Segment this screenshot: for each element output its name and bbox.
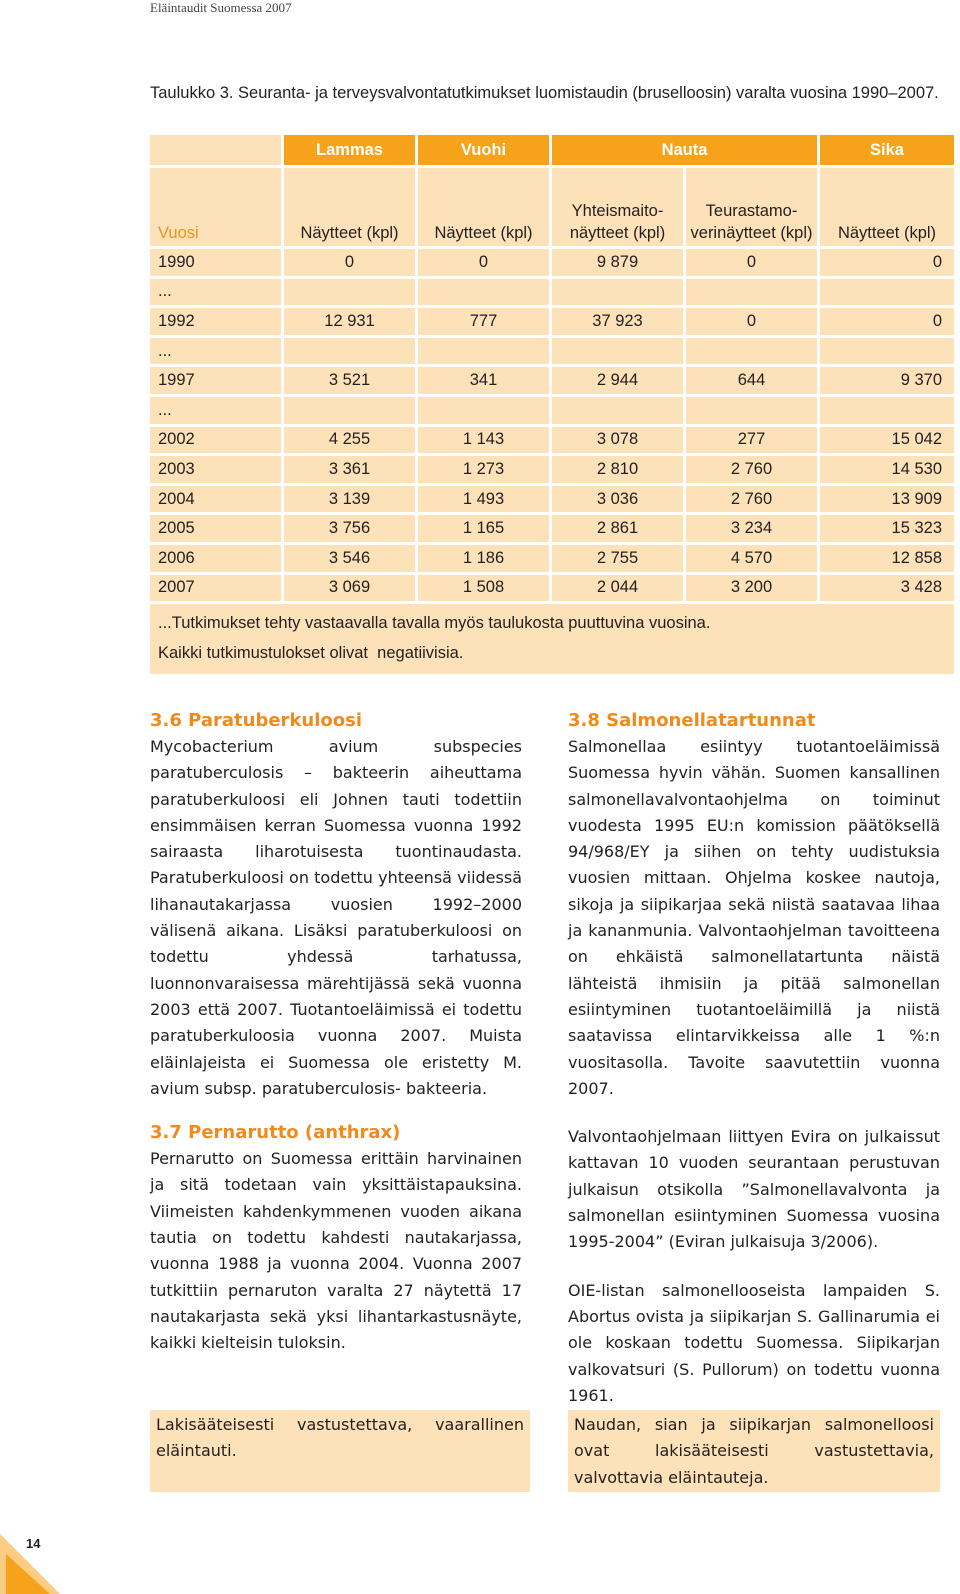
table-caption: Taulukko 3. Seuranta- ja terveysvalvontatutkimukset luomistaudin (bruselloosin) varalta vuosina 1990–2007. <box>150 84 939 102</box>
table-cell: 2 760 <box>686 486 817 513</box>
table-cell: 1 186 <box>418 545 549 572</box>
table-cell <box>418 397 549 424</box>
section-heading-pernarutto: 3.7 Pernarutto (anthrax) <box>150 1122 401 1144</box>
paragraph-pernarutto: Pernarutto on Suomessa erittäin harvinainen ja sitä todetaan vain yksittäistapauksina. Viimeisten kahdenkymmenen vuoden aikana tautia on todettu kahdesti nautakarjassa, vuonna 1988 ja vuonna 2004. Vuonna 2007 tutkittiin pernaruton varalta 27 näytettä 17 nautakarjasta sekä yksi lihantarkastusnäyte, kaikki kielteisin tuloksin. <box>150 1149 522 1353</box>
table-cell <box>686 338 817 365</box>
table-cell: 3 756 <box>284 515 415 542</box>
table-row <box>150 486 954 513</box>
table-cell <box>820 397 954 424</box>
paragraph-salmonella-2: Valvontaohjelmaan liittyen Evira on julkaissut kattavan 10 vuoden seurantaan perustuvan julkaisun otsikolla ”Salmonellavalvonta ja salmonellan esiintyminen Suomessa vuosina 1995-2004” (Eviran julkaisuja 3/2006). <box>568 1127 940 1252</box>
table-cell: 1 493 <box>418 486 549 513</box>
left-column <box>150 708 522 1357</box>
table-cell: 13 909 <box>820 486 954 513</box>
note-box-left: Lakisääteisesti vastustettava, vaarallinen eläintauti. <box>150 1410 530 1492</box>
section-heading-salmonella: 3.8 Salmonellatartunnat <box>568 710 816 731</box>
table-cell: 3 361 <box>284 456 415 483</box>
table-cell-year: 2005 <box>150 515 281 542</box>
table-cell-year: 1990 <box>150 249 281 276</box>
table-cell: 3 200 <box>686 575 817 602</box>
table-cell: 0 <box>820 249 954 276</box>
table-row <box>150 575 954 602</box>
table-cell <box>552 397 683 424</box>
paragraph-salmonella-3: OIE-listan salmonellooseista lampaiden S. Abortus ovista ja siipikarjan S. Gallinarumia ei ole koskaan todettu Suomessa. Siipikarjan valkovatsuri (S. Pullorum) on todettu vuonna 1961. <box>568 1280 940 1405</box>
table-cell: 0 <box>418 249 549 276</box>
table-row <box>150 308 954 335</box>
table-cell-year: ... <box>150 397 281 424</box>
table-cell-year: 2004 <box>150 486 281 513</box>
table-cell: 3 428 <box>820 575 954 602</box>
table-cell: 0 <box>284 249 415 276</box>
table-row <box>150 427 954 454</box>
table-cell: 4 570 <box>686 545 817 572</box>
column-header-teurastamo: Teurastamo- verinäytteet (kpl) <box>686 168 817 246</box>
table-cell: 1 508 <box>418 575 549 602</box>
table-cell <box>552 338 683 365</box>
table-cell: 3 069 <box>284 575 415 602</box>
table-corner <box>150 135 281 165</box>
table-cell: 1 165 <box>418 515 549 542</box>
page-number: 14 <box>26 1536 41 1551</box>
table-cell: 1 143 <box>418 427 549 454</box>
table-cell-year: 1997 <box>150 367 281 394</box>
running-head: Eläintaudit Suomessa 2007 <box>150 0 292 15</box>
table-cell: 15 042 <box>820 427 954 454</box>
column-header-vuosi: Vuosi <box>150 168 281 246</box>
table-cell-year: 2002 <box>150 427 281 454</box>
table-cell <box>820 338 954 365</box>
table-cell: 9 370 <box>820 367 954 394</box>
table-cell: 2 755 <box>552 545 683 572</box>
section-heading-paratuberkuloosi: 3.6 Paratuberkuloosi <box>150 710 362 731</box>
group-nauta: Nauta <box>552 135 817 165</box>
table-cell-year: 2003 <box>150 456 281 483</box>
table-cell: 2 861 <box>552 515 683 542</box>
group-sika: Sika <box>820 135 954 165</box>
table-cell: 2 810 <box>552 456 683 483</box>
table-cell-year: ... <box>150 338 281 365</box>
table-cell: 3 139 <box>284 486 415 513</box>
table-cell: 2 944 <box>552 367 683 394</box>
table-cell-year: 2007 <box>150 575 281 602</box>
table-cell-year: 1992 <box>150 308 281 335</box>
table-cell <box>284 279 415 306</box>
table-cell: 15 323 <box>820 515 954 542</box>
table-footnote-line-1: ...Tutkimukset tehty vastaavalla tavalla myös taulukosta puuttuvina vuosina. <box>158 614 711 633</box>
table-cell <box>686 397 817 424</box>
note-box-right: Naudan, sian ja siipikarjan salmonelloosi ovat lakisääteisesti vastustettavia, valvottavia eläintauteja. <box>568 1410 940 1492</box>
column-header-vuohi: Näytteet (kpl) <box>418 168 549 246</box>
table-row <box>150 367 954 394</box>
table-footnote <box>150 604 954 674</box>
table-cell: 0 <box>820 308 954 335</box>
table-cell <box>686 279 817 306</box>
brucellosis-table <box>147 132 957 677</box>
table-cell: 0 <box>686 249 817 276</box>
table-cell <box>418 279 549 306</box>
table-row <box>150 279 954 306</box>
table-cell <box>284 397 415 424</box>
table-cell: 12 858 <box>820 545 954 572</box>
right-column <box>568 708 940 1409</box>
table-row <box>150 338 954 365</box>
table-cell: 3 521 <box>284 367 415 394</box>
table-cell: 3 546 <box>284 545 415 572</box>
table-cell: 3 078 <box>552 427 683 454</box>
table-cell-year: 2006 <box>150 545 281 572</box>
table-cell: 9 879 <box>552 249 683 276</box>
paragraph-salmonella-1: Salmonellaa esiintyy tuotantoeläimissä Suomessa hyvin vähän. Suomen kansallinen salmonellavalvontaohjelma on toiminut vuodesta 1995 EU:n komission päätöksellä 94/968/EY ja siihen on tehty uudistuksia vuosien mittaan. Ohjelma koskee nautoja, sikoja ja siipikarjaa sekä niistä saatavaa lihaa ja kananmunia. Valvontaohjelman tavoitteena on ehkäistä salmonellatartunta näistä lähteistä ihmisiin ja pitää salmonellan esiintyminen tuotantoeläimillä ja niistä saatavissa elintarvikkeissa alle 1 %:n vuositasolla. Tavoite saavutettiin vuonna 2007. <box>568 737 940 1098</box>
table-cell: 0 <box>686 308 817 335</box>
table-row <box>150 545 954 572</box>
table-cell: 1 273 <box>418 456 549 483</box>
table-cell: 277 <box>686 427 817 454</box>
table-cell: 644 <box>686 367 817 394</box>
table-cell <box>552 279 683 306</box>
table-cell <box>284 338 415 365</box>
table-cell: 14 530 <box>820 456 954 483</box>
group-vuohi: Vuohi <box>418 135 549 165</box>
column-header-yhteismaito: Yhteismaito- näytteet (kpl) <box>552 168 683 246</box>
table-row <box>150 456 954 483</box>
column-header-sika: Näytteet (kpl) <box>820 168 954 246</box>
table-cell: 341 <box>418 367 549 394</box>
table-row <box>150 515 954 542</box>
table-footnote-line-2: Kaikki tutkimustulokset olivat negatiivisia. <box>158 644 464 663</box>
table-cell-year: ... <box>150 279 281 306</box>
table-cell: 3 234 <box>686 515 817 542</box>
table-cell <box>820 279 954 306</box>
table-cell: 37 923 <box>552 308 683 335</box>
table-cell <box>418 338 549 365</box>
paragraph-paratuberkuloosi: Mycobacterium avium subspecies paratuberculosis – bakteerin aiheuttama paratuberkuloosi eli Johnen tauti todettiin ensimmäisen kerran Suomessa vuonna 1992 sairaasta liharotuisesta tuontinaudasta. Paratuberkuloosi on todettu yhteensä viidessä lihanautakarjassa vuosien 1992–2000 välisenä aikana. Lisäksi paratuberkuloosi on todettu yhdessä tarhatussa, luonnonvaraisessa märehtijässä sekä vuonna 2003 että 2007. Tuotantoeläimissä ei todettu paratuberkuloosia vuonna 2007. Muista eläinlajeista ei Suomessa ole eristetty M. avium subsp. paratuberculosis- bakteeria. <box>150 737 522 1098</box>
table-cell: 2 760 <box>686 456 817 483</box>
table-cell: 2 044 <box>552 575 683 602</box>
table-cell: 12 931 <box>284 308 415 335</box>
table-row <box>150 397 954 424</box>
table-row <box>150 249 954 276</box>
table-cell: 3 036 <box>552 486 683 513</box>
table-cell: 777 <box>418 308 549 335</box>
column-header-lammas: Näytteet (kpl) <box>284 168 415 246</box>
group-lammas: Lammas <box>284 135 415 165</box>
table-cell: 4 255 <box>284 427 415 454</box>
